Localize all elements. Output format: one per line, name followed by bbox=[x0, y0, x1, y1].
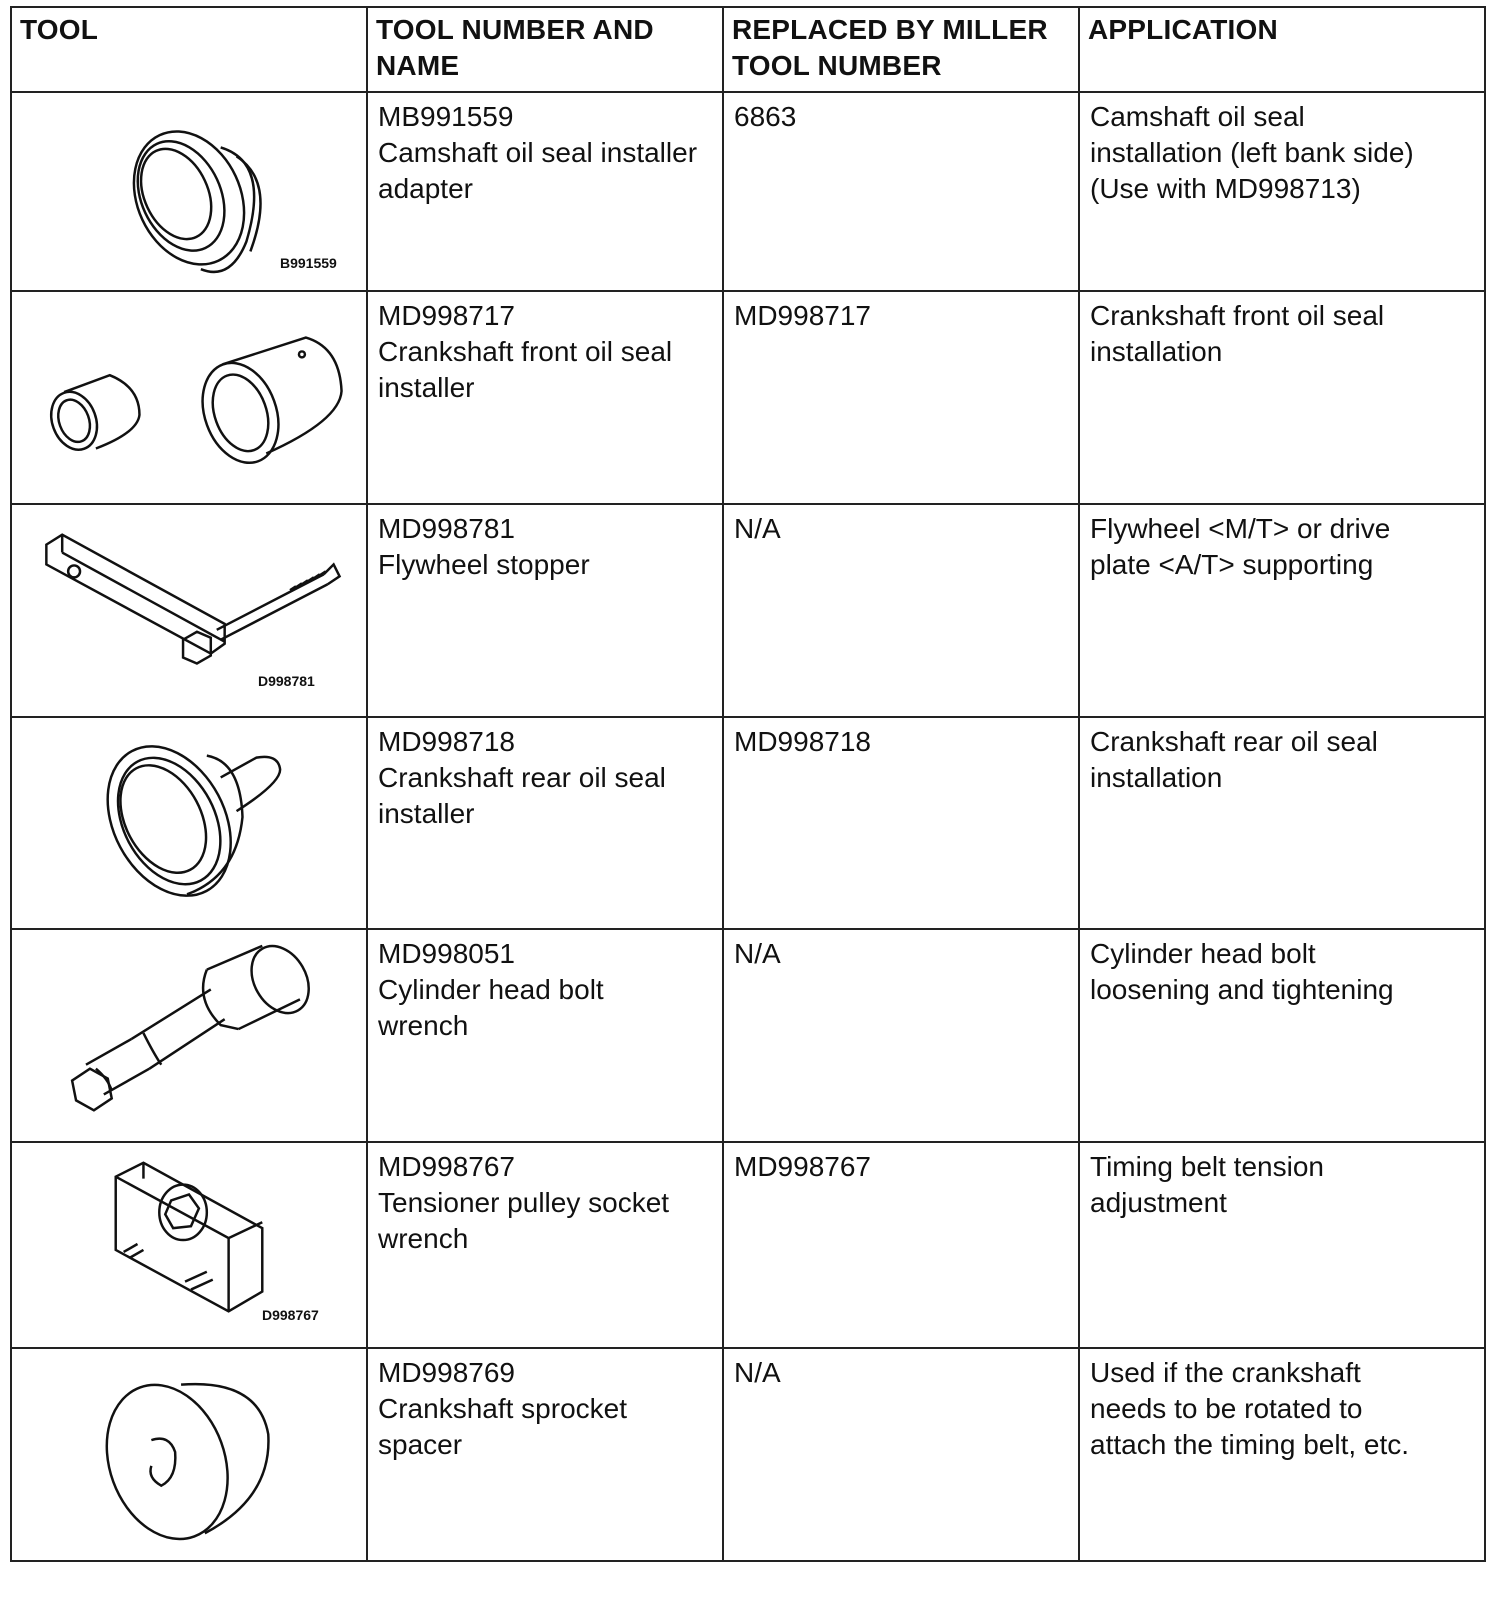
front-oil-seal-installer-illustration bbox=[12, 292, 366, 503]
tool-name-line: Crankshaft front oil seal bbox=[378, 336, 673, 367]
tool-image-cell bbox=[11, 1142, 367, 1348]
tool-name-line: Tensioner pulley socket bbox=[378, 1187, 670, 1218]
table-row bbox=[11, 929, 1485, 1142]
table-row bbox=[11, 92, 1485, 291]
tool-number-name-cell bbox=[367, 92, 723, 291]
tool-image-cell bbox=[11, 717, 367, 929]
cylinder-head-bolt-wrench-illustration bbox=[12, 930, 366, 1141]
tool-image-cell bbox=[11, 92, 367, 291]
tool-number: MD998769 bbox=[378, 1357, 515, 1388]
application-cell: Crankshaft rear oil seal installation bbox=[1079, 717, 1485, 929]
header-row bbox=[11, 7, 1485, 92]
header-application: APPLICATION bbox=[1079, 7, 1485, 92]
tool-name-line: installer bbox=[378, 798, 475, 829]
application-cell: Camshaft oil seal installation (left bank side) (Use with MD998713) bbox=[1079, 92, 1485, 291]
table-row bbox=[11, 291, 1485, 504]
replaced-by-value: MD998767 bbox=[734, 1151, 871, 1182]
replaced-by-cell bbox=[723, 1348, 1079, 1561]
application-cell: Timing belt tension adjustment bbox=[1079, 1142, 1485, 1348]
tool-name-line: Crankshaft sprocket bbox=[378, 1393, 627, 1424]
tool-number: MB991559 bbox=[378, 101, 514, 132]
tool-name-line: wrench bbox=[378, 1010, 469, 1041]
tool-name-line: installer bbox=[378, 372, 475, 403]
tool-name-line: Flywheel stopper bbox=[378, 549, 590, 580]
header-replaced-by: REPLACED BY MILLER TOOL NUMBER bbox=[723, 7, 1079, 92]
image-code-label: D998781 bbox=[258, 673, 315, 689]
tool-number-name-cell bbox=[367, 1142, 723, 1348]
replaced-by-cell bbox=[723, 504, 1079, 717]
replaced-by-value: MD998718 bbox=[734, 726, 871, 757]
header-tool-number-name: TOOL NUMBER AND NAME bbox=[367, 7, 723, 92]
tool-name-line: Cylinder head bolt bbox=[378, 974, 604, 1005]
application-cell: Used if the crankshaft needs to be rotated to attach the timing belt, etc. bbox=[1079, 1348, 1485, 1561]
tool-image-cell bbox=[11, 929, 367, 1142]
header-tool: TOOL bbox=[11, 7, 367, 92]
replaced-by-value: N/A bbox=[734, 938, 781, 969]
table-row bbox=[11, 717, 1485, 929]
tool-number-name-cell bbox=[367, 929, 723, 1142]
tool-name-line: spacer bbox=[378, 1429, 463, 1460]
tool-image-cell bbox=[11, 291, 367, 504]
tool-number-name-cell bbox=[367, 717, 723, 929]
replaced-by-value: MD998717 bbox=[734, 300, 871, 331]
tool-number-name-cell bbox=[367, 291, 723, 504]
application-cell: Flywheel <M/T> or drive plate <A/T> supporting bbox=[1079, 504, 1485, 717]
application-cell: Cylinder head bolt loosening and tightening bbox=[1079, 929, 1485, 1142]
table-row bbox=[11, 1142, 1485, 1348]
application-cell: Crankshaft front oil seal installation bbox=[1079, 291, 1485, 504]
rear-oil-seal-installer-illustration bbox=[12, 718, 366, 928]
tool-number-name-cell bbox=[367, 504, 723, 717]
replaced-by-cell bbox=[723, 92, 1079, 291]
table-row bbox=[11, 1348, 1485, 1561]
image-code-label: D998767 bbox=[262, 1307, 319, 1323]
tool-number: MD998781 bbox=[378, 513, 515, 544]
tool-image-cell bbox=[11, 1348, 367, 1561]
replaced-by-cell bbox=[723, 717, 1079, 929]
tool-number: MD998717 bbox=[378, 300, 515, 331]
replaced-by-value: 6863 bbox=[734, 101, 797, 132]
replaced-by-cell bbox=[723, 291, 1079, 504]
tool-name-line: adapter bbox=[378, 173, 473, 204]
tool-number-name-cell bbox=[367, 1348, 723, 1561]
replaced-by-cell bbox=[723, 929, 1079, 1142]
special-tools-table bbox=[10, 6, 1486, 1562]
tool-image-cell bbox=[11, 504, 367, 717]
tool-number: MD998051 bbox=[378, 938, 515, 969]
replaced-by-value: N/A bbox=[734, 513, 781, 544]
tool-name-line: Camshaft oil seal installer bbox=[378, 137, 698, 168]
tool-number: MD998767 bbox=[378, 1151, 515, 1182]
tool-name-line: Crankshaft rear oil seal bbox=[378, 762, 666, 793]
table-row bbox=[11, 504, 1485, 717]
replaced-by-value: N/A bbox=[734, 1357, 781, 1388]
tool-name-line: wrench bbox=[378, 1223, 469, 1254]
tool-number: MD998718 bbox=[378, 726, 515, 757]
image-code-label: B991559 bbox=[280, 255, 337, 271]
replaced-by-cell bbox=[723, 1142, 1079, 1348]
crankshaft-sprocket-spacer-illustration bbox=[12, 1349, 366, 1560]
